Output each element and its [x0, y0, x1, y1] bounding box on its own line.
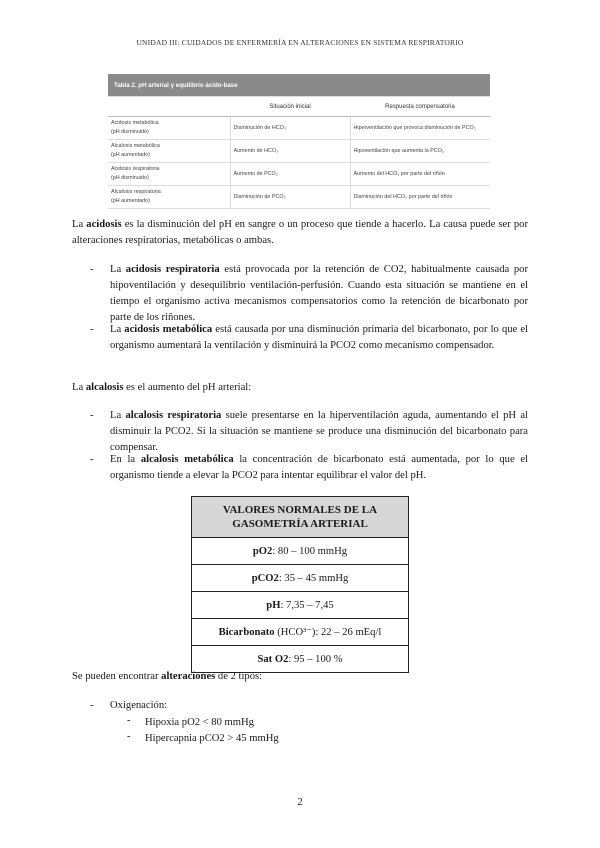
normal-value-row: pO2: 80 – 100 mmHg — [192, 538, 409, 565]
ph-cell: (pH disminuido) — [111, 129, 149, 135]
initial-cell: Aumento de PCO₂ — [230, 163, 350, 186]
list-item: - La alcalosis respiratoria suele presentarse en la hiperventilación aguda, aumentando el pH al disminuir la PCO2. Si la situación se mantiene se produce una disminución del bicarbonato para compensar. — [90, 410, 528, 453]
initial-cell: Disminución de PCO₂ — [230, 186, 350, 209]
response-cell: Disminución del HCO₃ por parte del riñón — [350, 186, 490, 209]
alcalosis-paragraph: La alcalosis es el aumento del pH arterial: — [72, 382, 252, 393]
table-caption: Tabla 2. pH arterial y equilibrio ácido-base — [108, 74, 490, 97]
normal-value-row: pCO2: 35 – 45 mmHg — [192, 565, 409, 592]
list-item: - La acidosis metabólica está causada por una disminución primaria del bicarbonato, por lo que el organismo aumentará la ventilación y disminuirá la PCO2 como mecanismo compensador. — [90, 324, 528, 351]
alteraciones-paragraph: Se pueden encontrar alteraciones de 2 tipos: — [72, 671, 263, 682]
sub-list-item: Hipercapnia pCO2 > 45 mmHg — [145, 733, 279, 744]
sub-list-item: Hipoxia pO2 < 80 mmHg — [145, 717, 254, 728]
column-header: Situación inicial — [230, 97, 350, 117]
ph-cell: (pH aumentado) — [111, 152, 150, 158]
normal-value-row: Sat O2: 95 – 100 % — [192, 646, 409, 673]
initial-cell: Disminución de HCO₃ — [230, 117, 350, 140]
condition-cell: Alcalosis respiratoria — [111, 189, 161, 195]
column-header: Respuesta compensatoria — [350, 97, 490, 117]
acid-base-table — [108, 74, 490, 209]
column-header — [108, 97, 230, 117]
running-header: UNIDAD III: CUIDADOS DE ENFERMERÍA EN ALTERACIONES EN SISTEMA RESPIRATORIO — [136, 38, 464, 47]
normal-values-title: VALORES NORMALES DE LA GASOMETRÍA ARTERIAL — [192, 497, 409, 538]
normal-value-row: pH: 7,35 – 7,45 — [192, 592, 409, 619]
list-item: - En la alcalosis metabólica la concentración de bicarbonato está aumentada, por lo que el organismo tiende a elevar la PCO2 para intentar equilibrar el valor del pH. — [90, 454, 528, 481]
response-cell: Hipoventilación que aumenta la PCO₂ — [350, 140, 490, 163]
acidosis-paragraph: La acidosis es la disminución del pH en sangre o un proceso que tiende a hacerlo. La causa puede ser por alteraciones respiratorias, metabólicas o ambas. — [72, 219, 528, 246]
condition-cell: Alcalosis metabólica — [111, 143, 160, 149]
condition-cell: Acidosis respiratoria — [111, 166, 160, 172]
table-row — [108, 186, 490, 209]
ph-cell: (pH disminuido) — [111, 175, 149, 181]
page-number: 2 — [297, 796, 303, 808]
normal-value-row: Bicarbonato (HCO³⁻): 22 – 26 mEq/l — [192, 619, 409, 646]
response-cell: Aumento del HCO₃ por parte del riñón — [350, 163, 490, 186]
initial-cell: Aumento de HCO₃ — [230, 140, 350, 163]
list-item: - Oxigenación: — [90, 700, 168, 711]
ph-cell: (pH aumentado) — [111, 198, 150, 204]
list-item: - La acidosis respiratoria está provocada por la retención de CO2, habitualmente causada por hipoventilación y desequilibrio ventilación-perfusión. Cuando esta situación se mantiene en el tiempo el organismo activa mecanismos compensatorios como la retención de bicarbonato por parte de los riñones. — [90, 264, 528, 323]
table-row — [108, 163, 490, 186]
normal-values-table — [191, 496, 409, 673]
table-row — [108, 117, 490, 140]
table-row — [108, 140, 490, 163]
condition-cell: Acidosis metabólica — [111, 120, 159, 126]
response-cell: Hiperventilación que provoca disminución de PCO₂ — [350, 117, 490, 140]
